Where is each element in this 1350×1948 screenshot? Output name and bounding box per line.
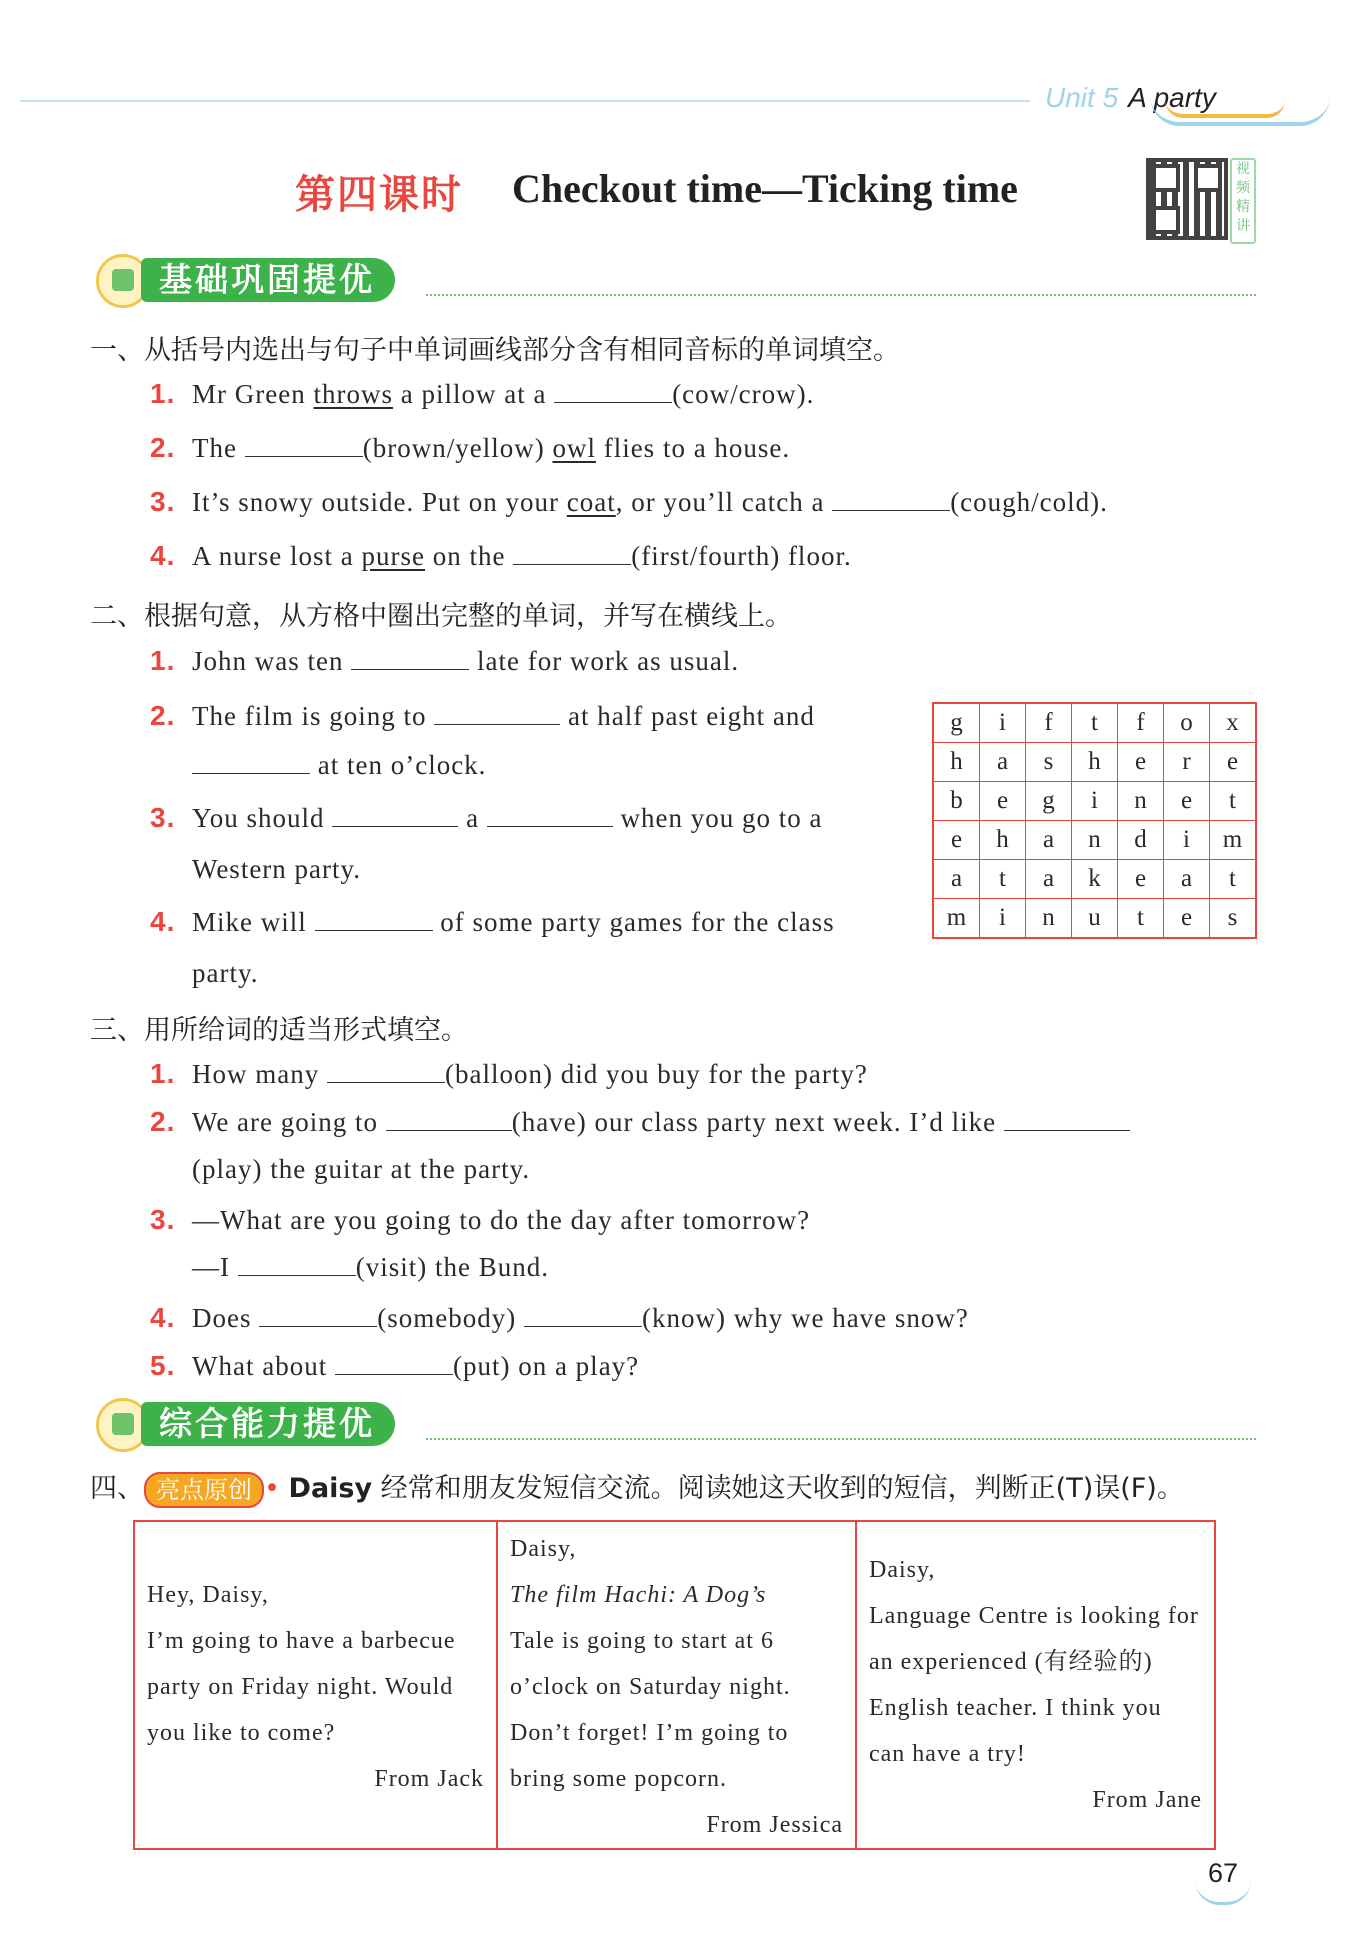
answer-blank[interactable] xyxy=(259,1304,377,1327)
grid-cell[interactable]: e xyxy=(1164,782,1210,821)
section4-heading: 四、 亮点原创 • Daisy 经常和朋友发短信交流。阅读她这天收到的短信，判断正(T)误(F)。 xyxy=(90,1466,1184,1508)
answer-blank[interactable] xyxy=(1004,1108,1130,1131)
s2-question-2-cont: at ten o’clock. xyxy=(192,750,486,781)
grid-cell[interactable]: t xyxy=(1072,703,1118,743)
grid-cell[interactable]: t xyxy=(980,860,1026,899)
s3-question-3-cont: —I (visit) the Bund. xyxy=(192,1252,549,1282)
heading-name: Daisy xyxy=(288,1473,373,1504)
message-card-jessica: Daisy, The film Hachi: A Dog’s Tale is going to start at 6 o’clock on Saturday night. Don’t forget! I’m going to bring some popcorn. From Jessica xyxy=(496,1522,857,1848)
grid-cell[interactable]: e xyxy=(1118,743,1164,782)
page-number-swoosh xyxy=(1195,1880,1251,1905)
grid-row xyxy=(933,743,1256,782)
s3-question-2-cont: (play) the guitar at the party. xyxy=(192,1154,531,1184)
grid-cell[interactable]: e xyxy=(980,782,1026,821)
grid-cell[interactable]: u xyxy=(1072,899,1118,939)
s2-question-3-cont: Western party. xyxy=(192,854,362,884)
section2-heading: 二、根据句意，从方格中圈出完整的单词，并写在横线上。 xyxy=(90,601,792,632)
swoosh-decoration-accent xyxy=(1165,100,1285,118)
lesson-title-cn: 第四课时 xyxy=(295,171,463,218)
grid-cell[interactable]: i xyxy=(980,899,1026,939)
s1-question-1: 1. Mr Green throws a pillow at a (cow/crow). xyxy=(150,378,815,409)
answer-blank[interactable] xyxy=(513,542,631,565)
s2-question-4-cont: party. xyxy=(192,958,259,988)
grid-row xyxy=(933,821,1256,860)
s3-question-4: 4. Does (somebody) (know) why we have snow? xyxy=(150,1302,969,1333)
grid-cell[interactable]: s xyxy=(1026,743,1072,782)
grid-cell[interactable]: k xyxy=(1072,860,1118,899)
grid-cell[interactable]: e xyxy=(1164,899,1210,939)
word-search-grid[interactable] xyxy=(932,702,1257,939)
answer-blank[interactable] xyxy=(386,1108,512,1131)
grid-cell[interactable]: a xyxy=(1026,860,1072,899)
unit-title: A party xyxy=(1128,82,1216,113)
grid-cell[interactable]: m xyxy=(1210,821,1257,860)
answer-blank[interactable] xyxy=(487,804,613,827)
qr-code-icon[interactable] xyxy=(1146,158,1228,240)
text-messages-box xyxy=(133,1520,1216,1850)
banner-label: 基础巩固提优 xyxy=(141,258,395,302)
grid-cell[interactable]: h xyxy=(1072,743,1118,782)
section-banner-basic xyxy=(96,258,1256,304)
grid-cell[interactable]: i xyxy=(1072,782,1118,821)
grid-cell[interactable]: g xyxy=(933,703,980,743)
message-signature: From Jessica xyxy=(706,1812,843,1838)
answer-blank[interactable] xyxy=(351,647,469,670)
s1-question-2: 2. The (brown/yellow) owl flies to a house. xyxy=(150,432,791,463)
grid-cell[interactable]: a xyxy=(933,860,980,899)
s1-question-4: 4. A nurse lost a purse on the (first/fourth) floor. xyxy=(150,540,852,571)
grid-cell[interactable]: r xyxy=(1164,743,1210,782)
grid-row xyxy=(933,899,1256,939)
answer-blank[interactable] xyxy=(315,908,433,931)
s2-question-4: 4. Mike will of some party games for the class xyxy=(150,906,835,937)
grid-cell[interactable]: e xyxy=(933,821,980,860)
grid-cell[interactable]: a xyxy=(1026,821,1072,860)
banner-dotted-rule xyxy=(426,294,1256,296)
s1-question-3: 3. It’s snowy outside. Put on your coat, or you’ll catch a (cough/cold). xyxy=(150,486,1108,517)
grid-cell[interactable]: e xyxy=(1210,743,1257,782)
header-rule xyxy=(20,100,1030,102)
grid-cell[interactable]: h xyxy=(980,821,1026,860)
banner-label: 综合能力提优 xyxy=(141,1402,395,1446)
banner-dotted-rule xyxy=(426,1438,1256,1440)
grid-cell[interactable]: m xyxy=(933,899,980,939)
answer-blank[interactable] xyxy=(192,751,310,774)
grid-row xyxy=(933,860,1256,899)
grid-row xyxy=(933,703,1256,743)
unit-number: Unit 5 xyxy=(1045,82,1119,113)
section1-heading: 一、从括号内选出与句子中单词画线部分含有相同音标的单词填空。 xyxy=(90,335,900,366)
lesson-title-en: Checkout time—Ticking time xyxy=(512,166,1018,211)
message-card-jack: Hey, Daisy, I’m going to have a barbecue party on Friday night. Would you like to come? From Jack xyxy=(135,1522,496,1848)
answer-blank[interactable] xyxy=(524,1304,642,1327)
s3-question-1: 1. How many (balloon) did you buy for the party? xyxy=(150,1058,868,1089)
grid-cell[interactable]: g xyxy=(1026,782,1072,821)
s2-question-1: 1. John was ten late for work as usual. xyxy=(150,645,740,676)
answer-blank[interactable] xyxy=(335,1352,453,1375)
grid-cell[interactable]: o xyxy=(1164,703,1210,743)
grid-cell[interactable]: n xyxy=(1118,782,1164,821)
message-signature: From Jack xyxy=(374,1766,484,1792)
grid-row xyxy=(933,782,1256,821)
grid-cell[interactable]: t xyxy=(1118,899,1164,939)
grid-cell[interactable]: i xyxy=(980,703,1026,743)
answer-blank[interactable] xyxy=(832,488,950,511)
grid-cell[interactable]: a xyxy=(980,743,1026,782)
answer-blank[interactable] xyxy=(554,380,672,403)
grid-cell[interactable]: f xyxy=(1118,703,1164,743)
grid-cell[interactable]: a xyxy=(1164,860,1210,899)
grid-cell[interactable]: d xyxy=(1118,821,1164,860)
answer-blank[interactable] xyxy=(238,1253,356,1276)
section-banner-comprehensive xyxy=(96,1402,1256,1448)
answer-blank[interactable] xyxy=(332,804,458,827)
s2-question-3: 3. You should a when you go to a xyxy=(150,802,823,833)
s3-question-5: 5. What about (put) on a play? xyxy=(150,1350,640,1381)
s2-question-2: 2. The film is going to at half past eight and xyxy=(150,700,815,731)
grid-cell[interactable]: i xyxy=(1164,821,1210,860)
answer-blank[interactable] xyxy=(245,434,363,457)
answer-blank[interactable] xyxy=(327,1060,445,1083)
s3-question-3: 3. —What are you going to do the day after tomorrow? xyxy=(150,1204,811,1235)
grid-cell[interactable]: n xyxy=(1072,821,1118,860)
grid-cell[interactable]: x xyxy=(1210,703,1257,743)
s3-question-2: 2. We are going to (have) our class party next week. I’d like xyxy=(150,1106,1130,1138)
page-number: 67 xyxy=(1208,1858,1239,1888)
grid-cell[interactable]: e xyxy=(1118,860,1164,899)
grid-cell[interactable]: f xyxy=(1026,703,1072,743)
video-label: 视频精讲 xyxy=(1230,158,1256,244)
original-badge: 亮点原创 xyxy=(144,1472,264,1508)
grid-cell[interactable]: s xyxy=(1210,899,1257,939)
section3-heading: 三、用所给词的适当形式填空。 xyxy=(90,1015,468,1046)
grid-cell[interactable]: n xyxy=(1026,899,1072,939)
grid-cell[interactable]: h xyxy=(933,743,980,782)
message-card-jane: Daisy, Language Centre is looking for an experienced (有经验的) English teacher. I think you can have a try! From Jane xyxy=(857,1522,1214,1848)
grid-cell[interactable]: b xyxy=(933,782,980,821)
answer-blank[interactable] xyxy=(434,702,560,725)
grid-cell[interactable]: t xyxy=(1210,860,1257,899)
message-signature: From Jane xyxy=(1092,1787,1202,1813)
grid-cell[interactable]: t xyxy=(1210,782,1257,821)
